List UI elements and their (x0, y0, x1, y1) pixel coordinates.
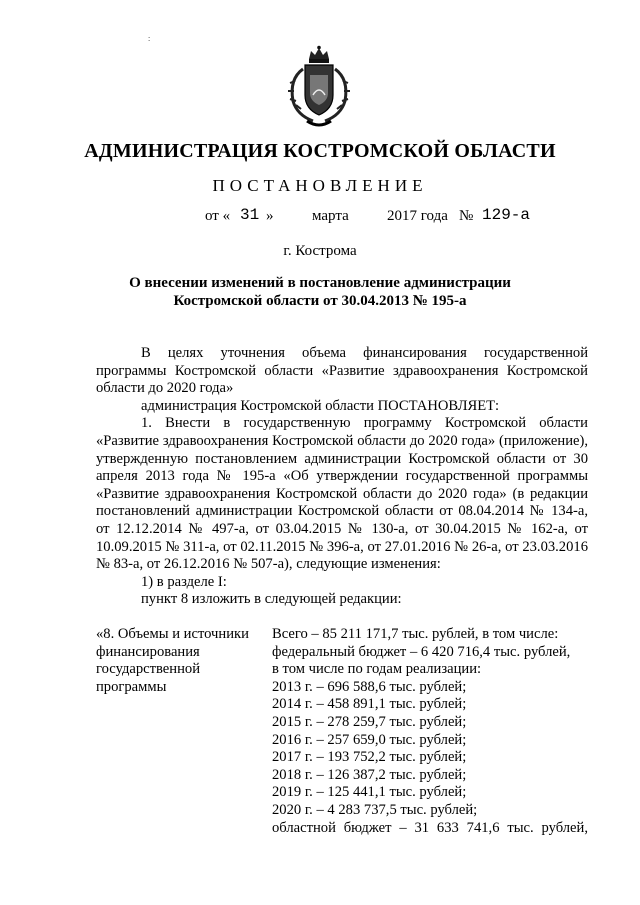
body-paragraph-1: В целях уточнения объема финансирования государственной программы Костромской области «Развитие здравоохранения Костромской области до 2020 года» (96, 345, 588, 397)
total-line: Всего – 85 211 171,7 тыс. рублей, в том числе: (272, 626, 559, 642)
city: г. Кострома (283, 243, 357, 259)
number-sign: № (459, 208, 474, 224)
label-line: «8. Объемы и источники (96, 626, 249, 642)
date-year: 2017 года (387, 208, 448, 224)
year-line: 2018 г. – 126 387,2 тыс. рублей; (272, 766, 467, 783)
subject-line-2: Костромской области от 30.04.2013 № 195-а (173, 293, 467, 309)
document-number: 129-а (482, 206, 531, 224)
label-line: финансирования (96, 643, 200, 660)
regional-line: областной бюджет – 31 633 741,6 тыс. рублей, (272, 819, 588, 836)
year-line: 2020 г. – 4 283 737,5 тыс. рублей; (272, 801, 478, 818)
subject-heading (0, 274, 640, 310)
year-line: 2016 г. – 257 659,0 тыс. рублей; (272, 731, 467, 748)
year-line: 2014 г. – 458 891,1 тыс. рублей; (272, 696, 467, 713)
table-label-cell (96, 626, 268, 696)
label-line: программы (96, 678, 167, 695)
year-line: 2015 г. – 278 259,7 тыс. рублей; (272, 713, 467, 730)
date-close: » (266, 208, 274, 224)
subject-line-1: О внесении изменений в постановление администрации (129, 275, 511, 291)
date-month: марта (312, 208, 349, 224)
organization-title: АДМИНИСТРАЦИЯ КОСТРОМСКОЙ ОБЛАСТИ (84, 140, 556, 162)
date-day: 31 (240, 206, 260, 224)
federal-line: федеральный бюджет – 6 420 716,4 тыс. рублей, (272, 643, 571, 660)
year-line: 2019 г. – 125 441,1 тыс. рублей; (272, 784, 467, 801)
scan-mark: : (148, 34, 151, 43)
body-paragraph-2: администрация Костромской области ПОСТАНОВЛЯЕТ: (141, 397, 500, 414)
document-body (96, 345, 588, 609)
table-value-cell (272, 626, 588, 837)
year-line: 2017 г. – 193 752,2 тыс. рублей; (272, 749, 467, 766)
date-prefix: от « (205, 208, 231, 224)
label-line: государственной (96, 661, 201, 678)
document-type: ПОСТАНОВЛЕНИЕ (212, 176, 428, 195)
body-paragraph-5: пункт 8 изложить в следующей редакции: (141, 591, 402, 608)
body-paragraph-4: 1) в разделе I: (141, 573, 227, 590)
year-line: 2013 г. – 696 588,6 тыс. рублей; (272, 678, 467, 695)
body-paragraph-3: 1. Внести в государственную программу Костромской области «Развитие здравоохранения Костромской области до 2020 года» (приложение), утвержденную постановлением администрации Костромской области от 30 апреля 2013 года № 195-а «Об утверждении государственной программы «Развитие здравоохранения Костромской области до 2020 года» (в редакции постановлений администрации Костромской области от 08.04.2014 № 134-а, от 12.12.2014 № 497-а, от 03.04.2015 № 130-а, от 30.04.2015 № 162-а, от 10.09.2015 № 311-а, от 02.11.2015 № 396-а, от 27.01.2016 № 26-а, от 23.03.2016 № 83-а, от 26.12.2016 № 507-а), следующие изменения: (96, 415, 588, 573)
by-years-line: в том числе по годам реализации: (272, 661, 482, 678)
coat-of-arms-icon (283, 45, 355, 129)
